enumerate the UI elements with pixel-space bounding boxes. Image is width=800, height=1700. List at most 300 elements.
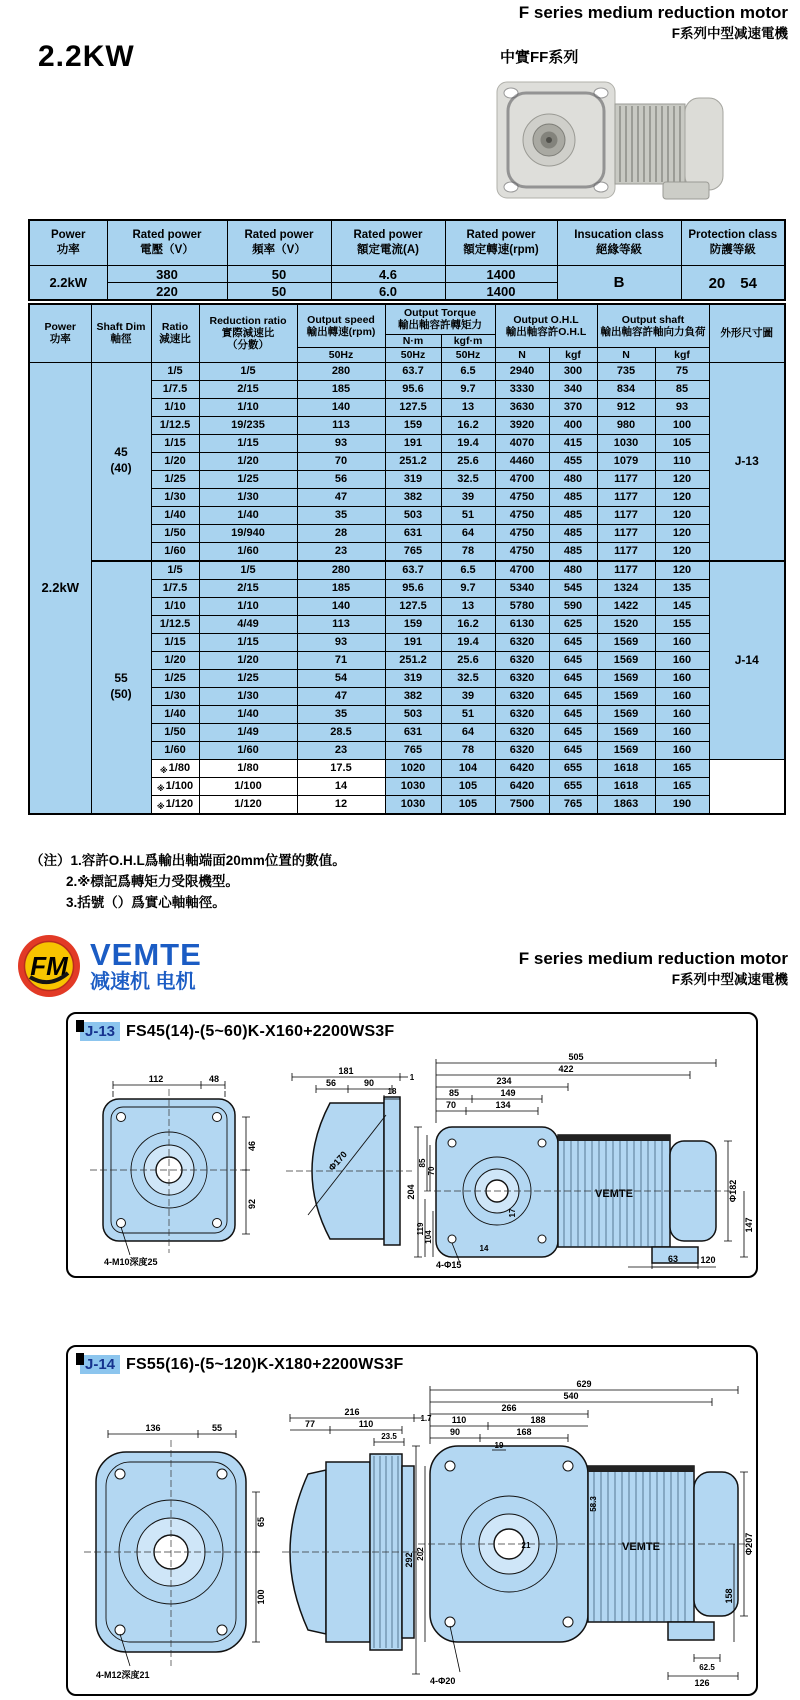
svg-text:70: 70 <box>427 1166 436 1176</box>
header-title-zh: F系列中型减速電機 <box>671 25 788 41</box>
ratio-value: 1/5 <box>151 561 199 580</box>
shaft-load-n: 1618 <box>597 759 655 777</box>
output-speed: 185 <box>297 380 385 398</box>
torque-kgfm: 39 <box>441 687 495 705</box>
shaft-load-n: 1030 <box>597 434 655 452</box>
shaft-load-n: 1177 <box>597 488 655 506</box>
output-speed: 47 <box>297 488 385 506</box>
svg-text:18: 18 <box>387 1087 397 1096</box>
ohl-kgf: 485 <box>549 488 597 506</box>
torque-kgfm: 78 <box>441 741 495 759</box>
col-ratio: Ratio 減速比 <box>151 304 199 362</box>
torque-limited-marker: ※ <box>156 784 165 794</box>
reduction-fraction: 1/25 <box>199 470 297 488</box>
j14-side-view <box>282 1407 432 1650</box>
svg-text:55: 55 <box>211 1423 223 1433</box>
note-line-2: 2.※標記爲轉矩力受限機型。 <box>66 874 239 889</box>
col-torque-kgfm: kgf·m <box>441 334 495 347</box>
svg-text:23.5: 23.5 <box>381 1432 397 1441</box>
ohl-n: 3630 <box>495 398 549 416</box>
col-torque-nm: N·m <box>385 334 441 347</box>
torque-nm: 319 <box>385 470 441 488</box>
shaft-load-kgf: 120 <box>655 542 709 561</box>
shaft-load-kgf: 120 <box>655 488 709 506</box>
reduction-fraction: 1/80 <box>199 759 297 777</box>
specification-table <box>28 303 786 815</box>
output-speed: 28 <box>297 524 385 542</box>
svg-text:1.7: 1.7 <box>420 1414 432 1423</box>
current-value: 6.0 <box>331 283 445 301</box>
ohl-kgf: 485 <box>549 506 597 524</box>
ohl-n: 6320 <box>495 687 549 705</box>
section-header-zh: F系列中型减速電機 <box>671 971 788 987</box>
shaft-load-n: 1569 <box>597 723 655 741</box>
svg-text:14: 14 <box>479 1244 489 1253</box>
voltage-value: 380 <box>107 266 227 283</box>
subcol-ohl-kgf: kgf <box>549 347 597 362</box>
shaft-load-kgf: 120 <box>655 470 709 488</box>
col-voltage: Rated power 電壓（V） <box>107 220 227 266</box>
terminal-box <box>663 182 709 199</box>
shaft-load-kgf: 155 <box>655 615 709 633</box>
output-speed: 113 <box>297 416 385 434</box>
shaft-load-kgf: 160 <box>655 669 709 687</box>
tag-corner-mark <box>76 1020 84 1032</box>
svg-text:136: 136 <box>145 1423 161 1433</box>
svg-text:216: 216 <box>344 1407 360 1417</box>
svg-text:126: 126 <box>694 1678 710 1688</box>
output-speed: 54 <box>297 669 385 687</box>
torque-kgfm: 13 <box>441 398 495 416</box>
ohl-kgf: 655 <box>549 759 597 777</box>
svg-text:63: 63 <box>667 1254 679 1264</box>
ohl-kgf: 765 <box>549 795 597 814</box>
drawing-title-j13 <box>68 1014 756 1041</box>
col-output-speed: Output speed 輸出轉速(rpm) <box>297 304 385 347</box>
torque-nm: 191 <box>385 434 441 452</box>
ohl-kgf: 415 <box>549 434 597 452</box>
shaft-load-n: 1520 <box>597 615 655 633</box>
note-line-1: （注）1.容許O.H.L爲輸出軸端面20mm位置的數值。 <box>30 853 346 868</box>
shaft-load-n: 1177 <box>597 561 655 580</box>
svg-text:Φ170: Φ170 <box>326 1149 349 1173</box>
svg-text:629: 629 <box>576 1379 592 1389</box>
torque-kgfm: 32.5 <box>441 669 495 687</box>
ratio-value: 1/15 <box>151 633 199 651</box>
shaft-load-kgf: 120 <box>655 561 709 580</box>
svg-text:90: 90 <box>449 1427 461 1437</box>
shaft-load-n: 1177 <box>597 470 655 488</box>
product-photo <box>495 80 727 202</box>
power-value: 2.2kW <box>29 362 91 814</box>
svg-text:134: 134 <box>495 1100 511 1110</box>
reduction-fraction: 19/235 <box>199 416 297 434</box>
ratio-value: 1/12.5 <box>151 615 199 633</box>
ratio-value: 1/50 <box>151 524 199 542</box>
reduction-fraction: 1/30 <box>199 687 297 705</box>
torque-nm: 382 <box>385 488 441 506</box>
svg-text:540: 540 <box>563 1391 579 1401</box>
ohl-n: 4700 <box>495 470 549 488</box>
torque-kgfm: 39 <box>441 488 495 506</box>
ohl-n: 4460 <box>495 452 549 470</box>
svg-text:77: 77 <box>304 1419 316 1429</box>
torque-kgfm: 64 <box>441 524 495 542</box>
ohl-n: 7500 <box>495 795 549 814</box>
torque-nm: 1030 <box>385 777 441 795</box>
shaft-load-kgf: 160 <box>655 741 709 759</box>
col-power: Power 功率 <box>29 220 107 266</box>
svg-text:46: 46 <box>247 1140 257 1152</box>
reduction-fraction: 1/49 <box>199 723 297 741</box>
page-header <box>519 4 788 42</box>
ohl-n: 4070 <box>495 434 549 452</box>
svg-text:85: 85 <box>448 1088 460 1098</box>
spec-row <box>29 561 785 580</box>
ohl-kgf: 485 <box>549 542 597 561</box>
torque-kgfm: 9.7 <box>441 579 495 597</box>
torque-kgfm: 32.5 <box>441 470 495 488</box>
j14-front-view <box>84 1423 266 1680</box>
ohl-n: 4750 <box>495 542 549 561</box>
torque-nm: 631 <box>385 723 441 741</box>
shaft-load-n: 980 <box>597 416 655 434</box>
shaft-load-kgf: 160 <box>655 723 709 741</box>
torque-nm: 63.7 <box>385 362 441 380</box>
power-value: 2.2kW <box>29 266 107 301</box>
svg-text:505: 505 <box>568 1052 584 1062</box>
output-speed: 17.5 <box>297 759 385 777</box>
col-insulation: Insucation class 絕緣等級 <box>557 220 681 266</box>
torque-nm: 159 <box>385 615 441 633</box>
drawing-box-j13 <box>66 1012 758 1278</box>
ohl-n: 6320 <box>495 705 549 723</box>
ohl-kgf: 400 <box>549 416 597 434</box>
diagram-tag-j13: J-13 <box>80 1022 120 1041</box>
subcol-speed-50hz: 50Hz <box>297 347 385 362</box>
ratio-value: 1/25 <box>151 470 199 488</box>
torque-nm: 503 <box>385 705 441 723</box>
ratio-value: 1/30 <box>151 687 199 705</box>
output-speed: 35 <box>297 705 385 723</box>
svg-text:VEMTE: VEMTE <box>622 1541 660 1553</box>
shaft-load-n: 1177 <box>597 506 655 524</box>
torque-nm: 127.5 <box>385 597 441 615</box>
ratio-value: 1/7.5 <box>151 579 199 597</box>
reduction-fraction: 1/30 <box>199 488 297 506</box>
ohl-n: 6320 <box>495 633 549 651</box>
torque-nm: 1030 <box>385 795 441 814</box>
svg-text:21: 21 <box>521 1541 531 1550</box>
ohl-kgf: 625 <box>549 615 597 633</box>
frequency-value: 50 <box>227 283 331 301</box>
shaft-load-n: 1569 <box>597 669 655 687</box>
shaft-load-n: 1569 <box>597 651 655 669</box>
output-speed: 23 <box>297 542 385 561</box>
ratio-value: ※1/120 <box>151 795 199 814</box>
shaft-load-n: 1569 <box>597 633 655 651</box>
svg-text:266: 266 <box>501 1403 517 1413</box>
torque-nm: 127.5 <box>385 398 441 416</box>
svg-text:422: 422 <box>558 1064 574 1074</box>
svg-text:110: 110 <box>451 1415 467 1425</box>
ohl-n: 6320 <box>495 669 549 687</box>
col-reduction-ratio: Reduction ratio 實際減速比 （分數） <box>199 304 297 362</box>
torque-kgfm: 13 <box>441 597 495 615</box>
torque-kgfm: 64 <box>441 723 495 741</box>
reduction-fraction: 2/15 <box>199 579 297 597</box>
col-speed: Rated power 額定轉速(rpm) <box>445 220 557 266</box>
svg-text:62.5: 62.5 <box>699 1663 715 1672</box>
ratio-value: 1/60 <box>151 542 199 561</box>
svg-text:100: 100 <box>256 1589 266 1605</box>
ohl-n: 4750 <box>495 488 549 506</box>
svg-text:65: 65 <box>256 1516 266 1528</box>
reduction-fraction: 1/15 <box>199 434 297 452</box>
shaft-load-n: 1618 <box>597 777 655 795</box>
torque-kgfm: 105 <box>441 777 495 795</box>
technical-drawing-j13 <box>68 1041 756 1269</box>
model-code-j13: FS45(14)-(5~60)K-X160+2200WS3F <box>126 1022 395 1040</box>
svg-text:90: 90 <box>363 1078 375 1088</box>
output-speed: 56 <box>297 470 385 488</box>
torque-kgfm: 9.7 <box>441 380 495 398</box>
subcol-shaft-kgf: kgf <box>655 347 709 362</box>
ohl-n: 5340 <box>495 579 549 597</box>
svg-text:110: 110 <box>358 1419 374 1429</box>
shaft-load-kgf: 93 <box>655 398 709 416</box>
svg-text:17: 17 <box>508 1208 517 1218</box>
shaft-load-n: 1863 <box>597 795 655 814</box>
output-speed: 93 <box>297 633 385 651</box>
shaft-load-kgf: 85 <box>655 380 709 398</box>
frequency-value: 50 <box>227 266 331 283</box>
torque-kgfm: 78 <box>441 542 495 561</box>
shaft-load-kgf: 160 <box>655 705 709 723</box>
ratio-value: 1/20 <box>151 651 199 669</box>
svg-text:19: 19 <box>494 1441 504 1450</box>
ratio-value: 1/7.5 <box>151 380 199 398</box>
shaft-load-n: 1324 <box>597 579 655 597</box>
shaft-load-kgf: 120 <box>655 506 709 524</box>
torque-kgfm: 104 <box>441 759 495 777</box>
torque-kgfm: 25.6 <box>441 452 495 470</box>
ratio-value: 1/40 <box>151 506 199 524</box>
shaft-load-kgf: 165 <box>655 759 709 777</box>
ohl-kgf: 480 <box>549 561 597 580</box>
torque-nm: 503 <box>385 506 441 524</box>
ohl-kgf: 645 <box>549 741 597 759</box>
reduction-fraction: 19/940 <box>199 524 297 542</box>
ratio-value: ※1/100 <box>151 777 199 795</box>
torque-nm: 191 <box>385 633 441 651</box>
torque-nm: 159 <box>385 416 441 434</box>
reduction-fraction: 4/49 <box>199 615 297 633</box>
shaft-load-n: 1569 <box>597 687 655 705</box>
svg-text:56: 56 <box>325 1078 337 1088</box>
reduction-fraction: 1/100 <box>199 777 297 795</box>
col-shaft-dim: Shaft Dim 軸徑 <box>91 304 151 362</box>
shaft-load-n: 1569 <box>597 741 655 759</box>
reduction-fraction: 1/60 <box>199 542 297 561</box>
diagram-ref-empty <box>709 759 785 814</box>
ohl-n: 5780 <box>495 597 549 615</box>
ohl-n: 6320 <box>495 723 549 741</box>
reduction-fraction: 1/20 <box>199 651 297 669</box>
reduction-fraction: 1/120 <box>199 795 297 814</box>
ratio-value: 1/5 <box>151 362 199 380</box>
reduction-fraction: 1/40 <box>199 705 297 723</box>
shaft-load-kgf: 160 <box>655 651 709 669</box>
svg-text:168: 168 <box>516 1427 532 1437</box>
torque-kgfm: 6.5 <box>441 362 495 380</box>
col-power: Power 功率 <box>29 304 91 362</box>
shaft-load-kgf: 100 <box>655 416 709 434</box>
reduction-fraction: 1/10 <box>199 398 297 416</box>
ratio-value: 1/60 <box>151 741 199 759</box>
j13-front-view <box>90 1074 257 1267</box>
header-title-en: F series medium reduction motor <box>518 3 788 22</box>
ratings-row-380v <box>29 266 785 283</box>
svg-text:204: 204 <box>406 1184 416 1200</box>
ohl-kgf: 645 <box>549 633 597 651</box>
section-header <box>519 950 788 988</box>
note-line-3: 3.括號（）爲實心軸軸徑。 <box>66 895 226 910</box>
brand-name: VEMTE <box>90 936 202 972</box>
svg-text:85: 85 <box>418 1158 427 1168</box>
reduction-fraction: 1/25 <box>199 669 297 687</box>
ohl-kgf: 300 <box>549 362 597 380</box>
motor-endcap <box>685 98 723 190</box>
output-speed: 93 <box>297 434 385 452</box>
torque-kgfm: 51 <box>441 506 495 524</box>
svg-text:1: 1 <box>409 1073 415 1082</box>
ohl-n: 6420 <box>495 777 549 795</box>
shaft-load-kgf: 120 <box>655 524 709 542</box>
shaft-load-n: 1177 <box>597 524 655 542</box>
brand-subtitle: 减速机 电机 <box>90 970 196 993</box>
svg-text:234: 234 <box>496 1076 512 1086</box>
reduction-fraction: 1/5 <box>199 362 297 380</box>
shaft-load-kgf: 135 <box>655 579 709 597</box>
j14-assembly-view <box>404 1379 754 1688</box>
ratio-value: 1/12.5 <box>151 416 199 434</box>
diagram-tag-j14: J-14 <box>80 1355 120 1374</box>
torque-nm: 319 <box>385 669 441 687</box>
brand-logo <box>16 933 202 999</box>
output-speed: 35 <box>297 506 385 524</box>
current-value: 4.6 <box>331 266 445 283</box>
torque-nm: 251.2 <box>385 452 441 470</box>
output-speed: 140 <box>297 597 385 615</box>
shaft-load-n: 912 <box>597 398 655 416</box>
ohl-kgf: 545 <box>549 579 597 597</box>
ohl-kgf: 645 <box>549 687 597 705</box>
ratio-value: ※1/80 <box>151 759 199 777</box>
svg-text:92: 92 <box>247 1198 257 1210</box>
ohl-n: 6130 <box>495 615 549 633</box>
svg-text:FM: FM <box>30 951 68 981</box>
logo-mark-icon <box>16 933 82 999</box>
spec-row <box>29 362 785 380</box>
ohl-kgf: 645 <box>549 705 597 723</box>
col-dimension-diagram: 外形尺寸圖 <box>709 304 785 362</box>
section-header-en: F series medium reduction motor <box>518 949 788 968</box>
torque-nm: 95.6 <box>385 579 441 597</box>
torque-kgfm: 16.2 <box>441 416 495 434</box>
torque-nm: 765 <box>385 542 441 561</box>
reduction-fraction: 1/40 <box>199 506 297 524</box>
ohl-kgf: 645 <box>549 651 597 669</box>
ohl-n: 3920 <box>495 416 549 434</box>
ohl-n: 4750 <box>495 506 549 524</box>
drawing-box-j14 <box>66 1345 758 1696</box>
ratings-table <box>28 219 786 301</box>
reduction-fraction: 1/20 <box>199 452 297 470</box>
ratio-value: 1/40 <box>151 705 199 723</box>
ohl-kgf: 340 <box>549 380 597 398</box>
shaft-load-n: 1422 <box>597 597 655 615</box>
ratio-value: 1/30 <box>151 488 199 506</box>
ratio-value: 1/20 <box>151 452 199 470</box>
torque-kgfm: 25.6 <box>441 651 495 669</box>
reduction-fraction: 1/10 <box>199 597 297 615</box>
ohl-n: 6320 <box>495 651 549 669</box>
svg-text:119: 119 <box>416 1222 425 1236</box>
torque-limited-marker: ※ <box>156 802 165 812</box>
svg-text:181: 181 <box>338 1066 354 1076</box>
col-output-shaft-load: Output shaft 輸出軸容許軸向力負荷 <box>597 304 709 347</box>
shaft-load-kgf: 145 <box>655 597 709 615</box>
j13-side-view <box>286 1066 415 1245</box>
col-protection: Protection class 防護等級 <box>681 220 785 266</box>
speed-value: 1400 <box>445 266 557 283</box>
shaft-load-kgf: 160 <box>655 633 709 651</box>
ratio-value: 1/10 <box>151 597 199 615</box>
shaft-load-n: 1177 <box>597 542 655 561</box>
svg-text:149: 149 <box>500 1088 516 1098</box>
output-speed: 28.5 <box>297 723 385 741</box>
torque-nm: 63.7 <box>385 561 441 580</box>
svg-text:292: 292 <box>404 1552 414 1568</box>
output-speed: 280 <box>297 561 385 580</box>
model-code-j14: FS55(16)-(5~120)K-X180+2200WS3F <box>126 1355 404 1373</box>
ratio-value: 1/50 <box>151 723 199 741</box>
ratio-value: 1/10 <box>151 398 199 416</box>
ohl-kgf: 590 <box>549 597 597 615</box>
subcol-nm-50hz: 50Hz <box>385 347 441 362</box>
col-current: Rated power 額定電流(A) <box>331 220 445 266</box>
shaft-load-kgf: 110 <box>655 452 709 470</box>
svg-text:112: 112 <box>148 1074 164 1084</box>
ratings-header-row <box>29 220 785 266</box>
torque-nm: 95.6 <box>385 380 441 398</box>
svg-text:4-M10深度25: 4-M10深度25 <box>104 1257 158 1267</box>
shaft-load-kgf: 75 <box>655 362 709 380</box>
svg-text:4-Φ20: 4-Φ20 <box>430 1676 456 1686</box>
svg-text:188: 188 <box>530 1415 546 1425</box>
torque-kgfm: 51 <box>441 705 495 723</box>
torque-nm: 765 <box>385 741 441 759</box>
ohl-kgf: 480 <box>549 470 597 488</box>
output-speed: 70 <box>297 452 385 470</box>
torque-kgfm: 19.4 <box>441 434 495 452</box>
reduction-fraction: 2/15 <box>199 380 297 398</box>
svg-text:120: 120 <box>700 1255 716 1265</box>
torque-kgfm: 105 <box>441 795 495 814</box>
ohl-n: 4700 <box>495 561 549 580</box>
reduction-fraction: 1/15 <box>199 633 297 651</box>
